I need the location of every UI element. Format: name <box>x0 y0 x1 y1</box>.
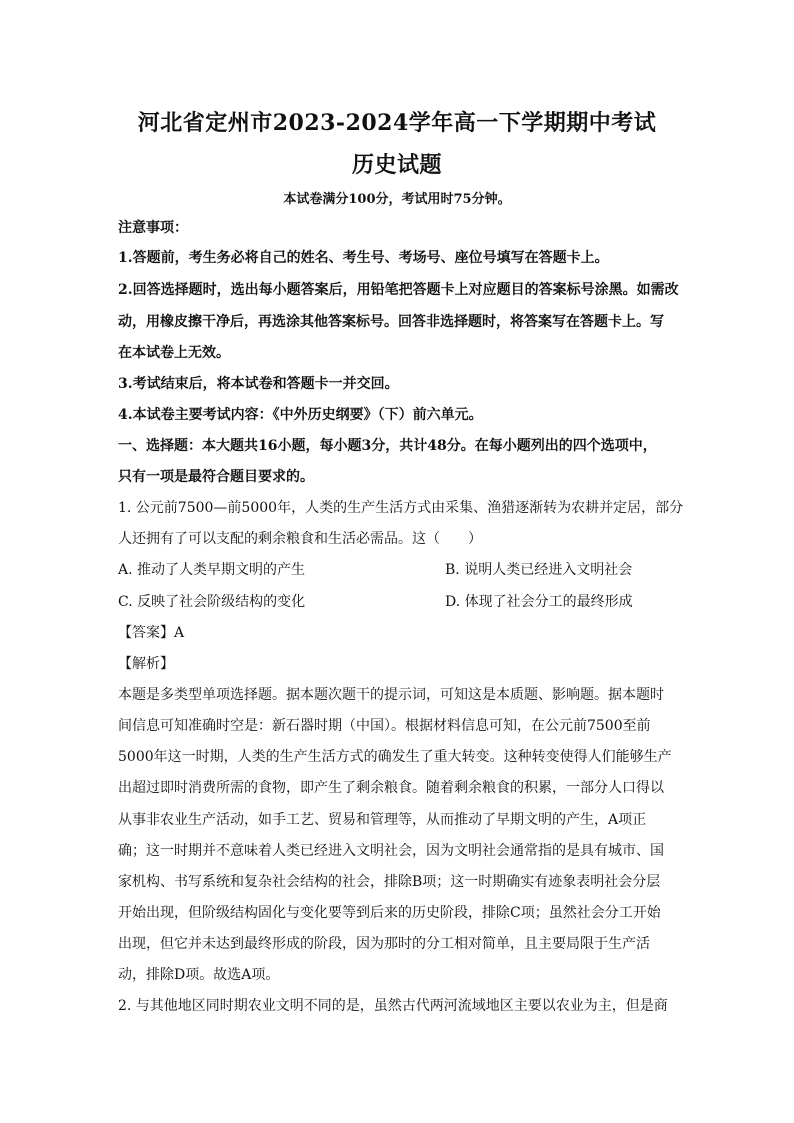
question-1-stem-line-1: 1. 公元前7500—前5000年，人类的生产生活方式由采集、渔猎逐渐转为农耕并定居，部分 <box>118 500 683 516</box>
notice-item-2: 2.回答选择题时，选出每小题答案后，用铅笔把答题卡上对应题目的答案标号涂黑。如需改 <box>118 282 679 298</box>
analysis-line-1: 本题是多类型单项选择题。据本题次题干的提示词，可知这是本质题、影响题。据本题时 <box>118 687 664 703</box>
analysis-line-10: 动，排除D项。故选A项。 <box>118 967 280 983</box>
analysis-line-9: 出现，但它并未达到最终形成的阶段，因为那时的分工相对简单，且主要局限于生产活 <box>118 936 650 952</box>
question-1-option-a: A. 推动了人类早期文明的产生 <box>118 562 306 578</box>
notice-heading: 注意事项： <box>118 220 188 236</box>
analysis-line-7: 家机构、书写系统和复杂社会结构的社会，排除B项；这一时期确实有迹象表明社会分层 <box>118 874 661 890</box>
question-1-answer: 【答案】A <box>118 625 185 641</box>
question-1-option-c: C. 反映了社会阶级结构的变化 <box>118 594 306 610</box>
page-subtitle: 历史试题 <box>351 152 442 178</box>
analysis-line-6: 确；这一时期并不意味着人类已经进入文明社会，因为文明社会通常指的是具有城市、国 <box>118 843 664 859</box>
question-1-option-d: D. 体现了社会分工的最终形成 <box>445 594 633 610</box>
question-1-stem-line-2: 人还拥有了可以支配的剩余粮食和生活必需品。这（ ） <box>118 531 482 547</box>
analysis-line-4: 出超过即时消费所需的食物，即产生了剩余粮食。随着剩余粮食的积累，一部分人口得以 <box>118 780 664 796</box>
analysis-line-2: 间信息可知准确时空是：新石器时期（中国）。根据材料信息可知，在公元前7500至前 <box>118 718 651 734</box>
notice-item-1: 1.答题前，考生务必将自己的姓名、考生号、考场号、座位号填写在答题卡上。 <box>118 250 609 266</box>
analysis-line-5: 从事非农业生产活动，如手工艺、贸易和管理等，从而推动了早期文明的产生，A项正 <box>118 812 647 828</box>
exam-info: 本试卷满分100分，考试用时75分钟。 <box>283 192 511 207</box>
notice-item-2-cont-2: 在本试卷上无效。 <box>118 345 230 361</box>
question-2-stem-line-1: 2. 与其他地区同时期农业文明不同的是，虽然古代两河流域地区主要以农业为主，但是商 <box>118 998 668 1014</box>
analysis-line-8: 开始出现，但阶级结构固化与变化要等到后来的历史阶段，排除C项；虽然社会分工开始 <box>118 905 661 921</box>
notice-item-2-cont-1: 动，用橡皮擦干净后，再选涂其他答案标号。回答非选择题时，将答案写在答题卡上。写 <box>118 314 664 330</box>
section-heading-line-2: 只有一项是最符合题目要求的。 <box>118 469 314 485</box>
notice-item-4: 4.本试卷主要考试内容：《中外历史纲要》（下）前六单元。 <box>118 407 483 423</box>
section-heading-line-1: 一、选择题：本大题共16小题，每小题3分，共计48分。在每小题列出的四个选项中， <box>118 438 657 454</box>
analysis-line-3: 5000年这一时期，人类的生产生活方式的确发生了重大转变。这种转变使得人们能够生产 <box>118 749 672 765</box>
question-1-analysis-heading: 【解析】 <box>118 656 174 672</box>
page-title: 河北省定州市2023-2024学年高一下学期期中考试 <box>137 110 657 136</box>
question-1-option-b: B. 说明人类已经进入文明社会 <box>445 562 633 578</box>
notice-item-3: 3.考试结束后，将本试卷和答题卡一并交回。 <box>118 376 399 392</box>
